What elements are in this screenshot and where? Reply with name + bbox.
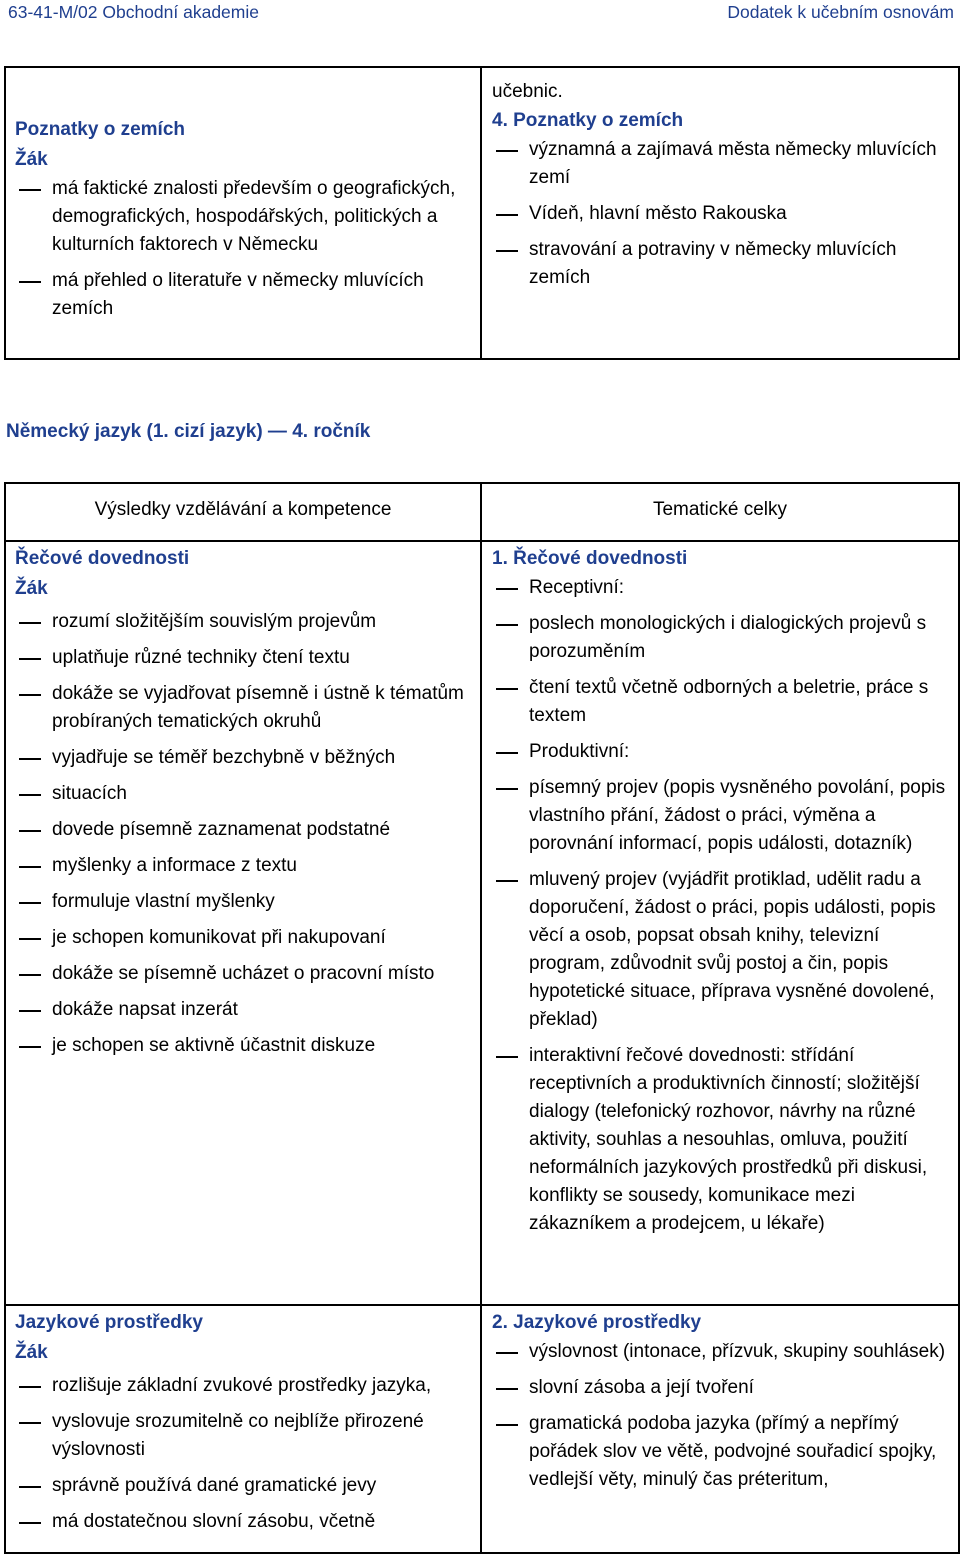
list-item: správně používá dané gramatické jevy <box>15 1472 472 1500</box>
pupil-label: Žák <box>15 149 48 170</box>
carry-over-text: učebnic. <box>492 81 563 102</box>
list-item: má dostatečnou slovní zásobu, včetně <box>15 1508 472 1536</box>
list-item: situacích <box>15 780 472 808</box>
list-item: významná a zajímavá města německy mluvících zemí <box>492 136 950 192</box>
list-item: myšlenky a informace z textu <box>15 852 472 880</box>
section-heading: 4. Poznatky o zemích <box>492 110 684 131</box>
topics-language-cell <box>481 1305 959 1553</box>
header-right: Dodatek k učebním osnovám <box>727 2 954 22</box>
list-item: mluvený projev (vyjádřit protiklad, udělit radu a doporučení, žádost o práci, popis události, popis věcí a osob, popsat obsah knihy, televizní program, zdůvodnit svůj postoj a čin, popis hypotetické situace, příprava vysněné dovolené, překlad) <box>492 866 950 1034</box>
list-item: dokáže se vyjadřovat písemně i ústně k tématům probíraných tematických okruhů <box>15 680 472 736</box>
section-heading: 1. Řečové dovednosti <box>492 548 688 569</box>
table-grade4-german <box>4 482 960 1554</box>
header-left: 63-41-M/02 Obchodní akademie <box>8 2 259 22</box>
list-item: Produktivní: <box>492 738 950 766</box>
list-item: má faktické znalosti především o geografických, demografických, hospodářských, politických a kulturních faktorech v Německu <box>15 175 472 259</box>
topics-speaking-cell <box>481 541 959 1305</box>
table1-left-cell <box>5 67 481 359</box>
list-item: vyslovuje srozumitelně co nejblíže přirozené výslovnosti <box>15 1408 472 1464</box>
list-item: je schopen se aktivně účastnit diskuze <box>15 1032 472 1060</box>
list-item: poslech monologických i dialogických projevů s porozuměním <box>492 610 950 666</box>
list-item: písemný projev (popis vysněného povolání, popis vlastního přání, žádost o práci, výměna a porovnání informací, popis události, dotazník) <box>492 774 950 858</box>
outcome-list <box>15 175 472 323</box>
outcomes-speaking-cell <box>5 541 481 1305</box>
column-header-right: Tematické celky <box>481 483 959 541</box>
list-item: interaktivní řečové dovednosti: střídání receptivních a produktivních činností; složitější dialogy (telefonický rozhovor, návrhy na různé aktivity, souhlas a nesouhlas, omluva, použití neformálních jazykových prostředků při diskusi, konflikty se sousedy, komunikace mezi zákazníkem a prodejcem, u lékaře) <box>492 1042 950 1238</box>
table-country-knowledge <box>4 66 960 360</box>
list-item: má přehled o literatuře v německy mluvících zemích <box>15 267 472 323</box>
topic-list <box>492 136 950 292</box>
section-heading: Poznatky o zemích <box>15 119 185 140</box>
pupil-label: Žák <box>15 1342 48 1363</box>
list-item: dokáže se písemně ucházet o pracovní místo <box>15 960 472 988</box>
list-item: uplatňuje různé techniky čtení textu <box>15 644 472 672</box>
list-item: slovní zásoba a její tvoření <box>492 1374 950 1402</box>
list-item: rozlišuje základní zvukové prostředky jazyka, <box>15 1372 472 1400</box>
list-item: Vídeň, hlavní město Rakouska <box>492 200 950 228</box>
list-item: je schopen komunikovat při nakupovaní <box>15 924 472 952</box>
topic-list <box>492 574 950 1238</box>
section-heading: 2. Jazykové prostředky <box>492 1312 702 1333</box>
section-heading: Řečové dovednosti <box>15 548 190 569</box>
list-item: dovede písemně zaznamenat podstatné <box>15 816 472 844</box>
outcome-list <box>15 608 472 1060</box>
column-header-left: Výsledky vzdělávání a kompetence <box>5 483 481 541</box>
section-title: Německý jazyk (1. cizí jazyk) — 4. ročník <box>6 421 371 442</box>
outcome-list <box>15 1372 472 1536</box>
list-item: Receptivní: <box>492 574 950 602</box>
list-item: čtení textů včetně odborných a beletrie, práce s textem <box>492 674 950 730</box>
list-item: gramatická podoba jazyka (přímý a nepřímý pořádek slov ve větě, podvojné souřadicí spojky, vedlejší věty, minulý čas préteritum, <box>492 1410 950 1494</box>
topic-list <box>492 1338 950 1494</box>
list-item: výslovnost (intonace, přízvuk, skupiny souhlásek) <box>492 1338 950 1366</box>
list-item: rozumí složitějším souvislým projevům <box>15 608 472 636</box>
list-item: formuluje vlastní myšlenky <box>15 888 472 916</box>
pupil-label: Žák <box>15 578 48 599</box>
section-heading: Jazykové prostředky <box>15 1312 203 1333</box>
list-item: dokáže napsat inzerát <box>15 996 472 1024</box>
table1-right-cell <box>481 67 959 359</box>
list-item: stravování a potraviny v německy mluvících zemích <box>492 236 950 292</box>
outcomes-language-cell <box>5 1305 481 1553</box>
list-item: vyjadřuje se téměř bezchybně v běžných <box>15 744 472 772</box>
